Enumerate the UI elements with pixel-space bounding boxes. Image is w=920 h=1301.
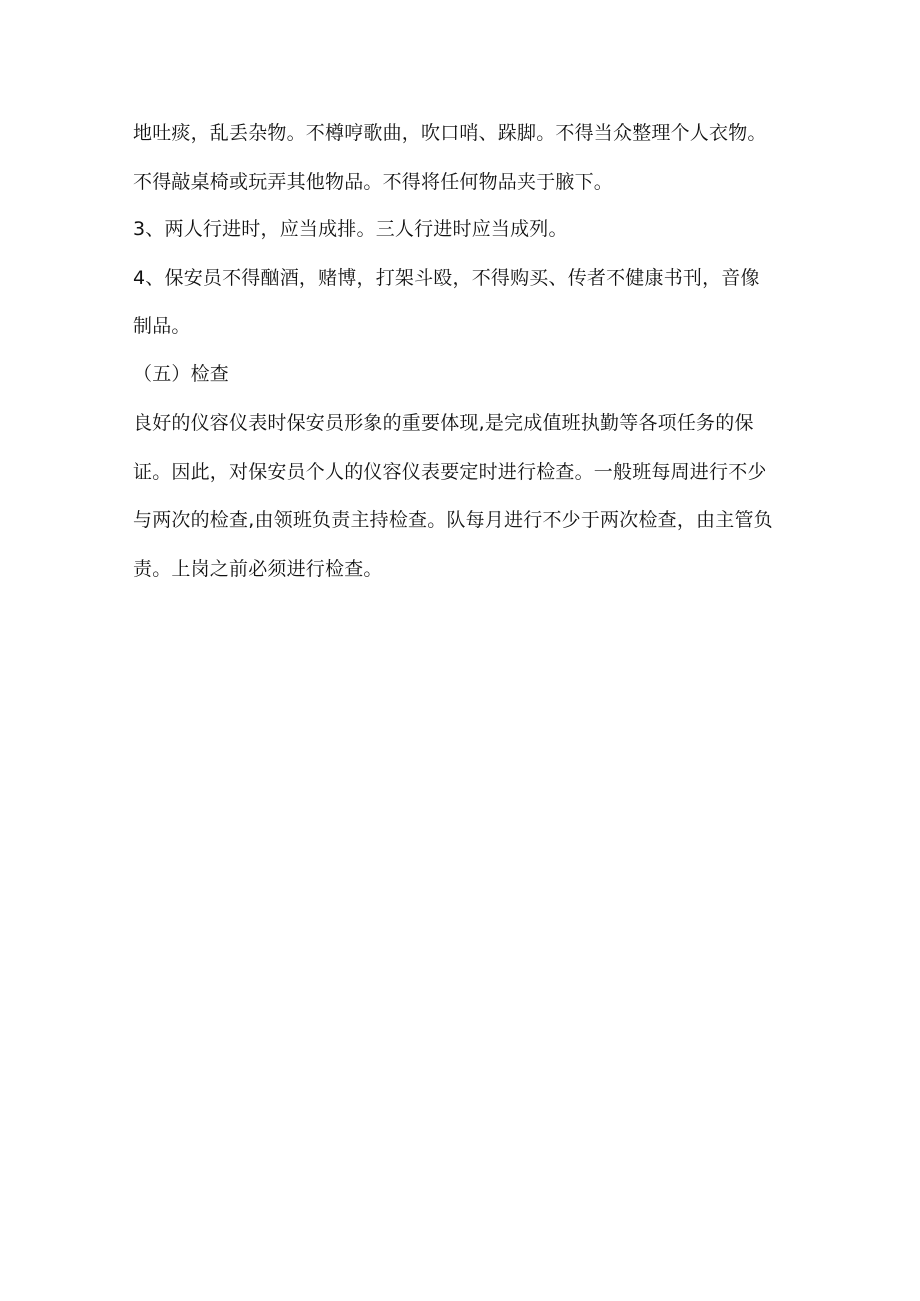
text-line-8: 证。因此，对保安员个人的仪容仪表要定时进行检查。一般班每周进行不少 [133,461,767,483]
text-line-2: 不得敲桌椅或玩弄其他物品。不得将任何物品夹于腋下。 [133,171,614,193]
text-line-7: 良好的仪容仪表时保安员形象的重要体现,是完成值班执勤等各项任务的保 [133,412,754,434]
text-line-3: 3、两人行进时，应当成排。三人行进时应当成列。 [133,218,568,240]
text-line-10: 责。上岗之前必须进行检查。 [133,558,383,580]
text-line-1: 地吐痰，乱丢杂物。不樽哼歌曲，吹口哨、跺脚。不得当众整理个人衣物。 [133,122,767,144]
section-heading: （五）检查 [133,363,230,385]
text-line-4: 4、保安员不得酗酒，赌博，打架斗殴，不得购买、传者不健康书刊，音像 [133,267,760,289]
text-line-9: 与两次的检查,由领班负责主持检查。队每月进行不少于两次检查，由主管负 [133,509,773,531]
text-line-5: 制品。 [133,315,191,337]
